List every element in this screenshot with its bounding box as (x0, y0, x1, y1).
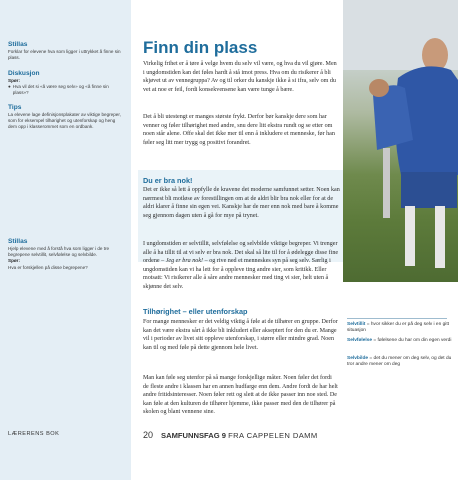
sidebar-tips-block (8, 104, 124, 131)
sidebar-stillas2-question: Hva er forskjellen på disse begrepene? (8, 264, 88, 270)
sidebar-diskusjon-heading: Diskusjon (8, 70, 40, 77)
teacher-sidebar (0, 0, 131, 480)
sidebar-diskusjon-bullet-text: Hva vil det si «å være seg selv» og «å finne sin plass»? (12, 84, 109, 96)
player-sock-left (405, 206, 415, 266)
box-quote: Jeg er bra nok! (165, 258, 204, 265)
glossary-item-selvfolelse: Selvfølelse = følelsene du har om din egen verdi (347, 338, 452, 343)
football-photo (343, 0, 458, 282)
glossary-item-selvtillit: Selvtillit = hvor sikker du er på deg selv i en gitt situasjon (347, 322, 449, 334)
section-paragraph: For mange mennesker er det veldig viktig å føle at de tilhører en gruppe. Derfor kan det være ekstra sårt å ikke bli inkludert eller akseptert for den du er. Mange vil i perioder av livet sitt oppleve utenforskap, i større eller mindre grad. Noen kan til og med føle på dette gjennom hele livet. (143, 319, 338, 351)
glossary-top-rule (347, 318, 447, 319)
section-paragraph-2: Man kan føle seg utenfor på så mange forskjellige måter. Noen føler det fordi de fleste andre i klassen har en annen hudfarge enn dem. Andre fordi de har helt andre fritidsinteresser. Noen føler rett og slett at de ikke passer inn noe sted. De kan føle at den kulturen de tilhører hjemme, ikke passer med den de tilhører på skolen og blant vennene sine. (143, 375, 338, 416)
box-paragraph: Det er ikke så lett å oppfylle de kravene det moderne samfunnet setter. Noen kan nærmest bli motløse av forestillingen om at de aldri blir bra nok eller for at de aldri klarer å finne sin egen vei. Kanskje har de mer enn nok med bare å komme seg gjennom dagen uten å gå for mye på trynet. (143, 187, 340, 219)
footer-publisher: FRA CAPPELEN DAMM (228, 431, 318, 440)
footer-publication: SAMFUNNSFAG 9 (161, 431, 226, 440)
sidebar-stillas2-block (8, 238, 124, 271)
sidebar-diskusjon-block (8, 70, 124, 97)
page-title: Finn din plass (143, 38, 258, 57)
sidebar-tips-heading: Tips (8, 104, 22, 111)
intro-paragraph: Virkelig frihet er å tøre å velge hvem du selv vil være, og hva du vil gjøre. Men i ungdomstiden kan det føles hardt å stå imot press. Hva om du risikerer å bli skjøvet ut av vennegruppa? Av og til orker du kanskje ikke å si ifra, selv om du vet at noe er feil, fordi konsekvensene kan være tunge å bære. (143, 61, 337, 93)
sidebar-tips-text: La elevene lage definisjonsplakater av viktige begreper, som for eksempel tilhørighet og utenforskap og heng dem opp i klasserommet som en ordbank. (8, 112, 121, 130)
sidebar-stillas2-text: Hjelp elevene med å forstå hva som ligger i de tre begrepene selvtillit, selvfølelse og selvbilde. (8, 246, 110, 258)
bullet-icon: ● (8, 84, 11, 90)
player-leg-back (383, 148, 390, 218)
glossary-item-selvbilde: Selvbilde = det du mener om deg selv, og det du tror andre mener om deg (347, 356, 452, 368)
sidebar-diskusjon-bullet (8, 84, 124, 96)
sidebar-stillas-text: Forklar for elevene hva som ligger i uttrykket å finne sin plass. (8, 49, 121, 61)
page-number: 20 (143, 430, 154, 440)
sidebar-stillas2-heading: Stillas (8, 238, 28, 245)
player-shorts (401, 172, 457, 208)
player-head-back (369, 79, 389, 97)
page-footer (143, 430, 318, 440)
section-heading: Tilhørighet – eller utenforskap (143, 307, 248, 316)
sidebar-stillas-heading: Stillas (8, 41, 28, 48)
photo-illustration (343, 0, 458, 282)
sidebar-bottom-label: LÆRERENS BOK (8, 431, 60, 437)
sidebar-stillas2-spor: Spør: (8, 258, 20, 264)
sidebar-stillas-block (8, 41, 124, 61)
sidebar-diskusjon-spor: Spør: (8, 78, 20, 83)
player-sock-right (435, 206, 445, 268)
second-paragraph: Det å bli utestengt er manges største frykt. Derfor bør kanskje dere som har venner og føler tilhørighet med andre, snu dere litt ekstra rundt og se etter om noen står alene. Offe skal det ikke mer til enn å inkludere et menneske, før han føler seg litt mer trygg og positivt forandret. (143, 114, 335, 146)
box-paragraph-2: I ungdomstiden er selvtillit, selvfølelse og selvbilde viktige begreper. Vi trenger alle å ha tillit til at vi selv er bra nok. Det skal så lite til for å ødelegge disse fine ordene – Jeg er bra nok! – og rive ned et menneskes syn på seg selv. Særlig i ungdomstiden kan vi ha lett for å oppleve ting andre sier, som kritikk. Eller motsatt: Vi risikerer alle å såre andre mennesker med ting vi sier, helt uten å skjønne det selv. (143, 241, 339, 290)
box-heading: Du er bra nok! (143, 176, 193, 185)
